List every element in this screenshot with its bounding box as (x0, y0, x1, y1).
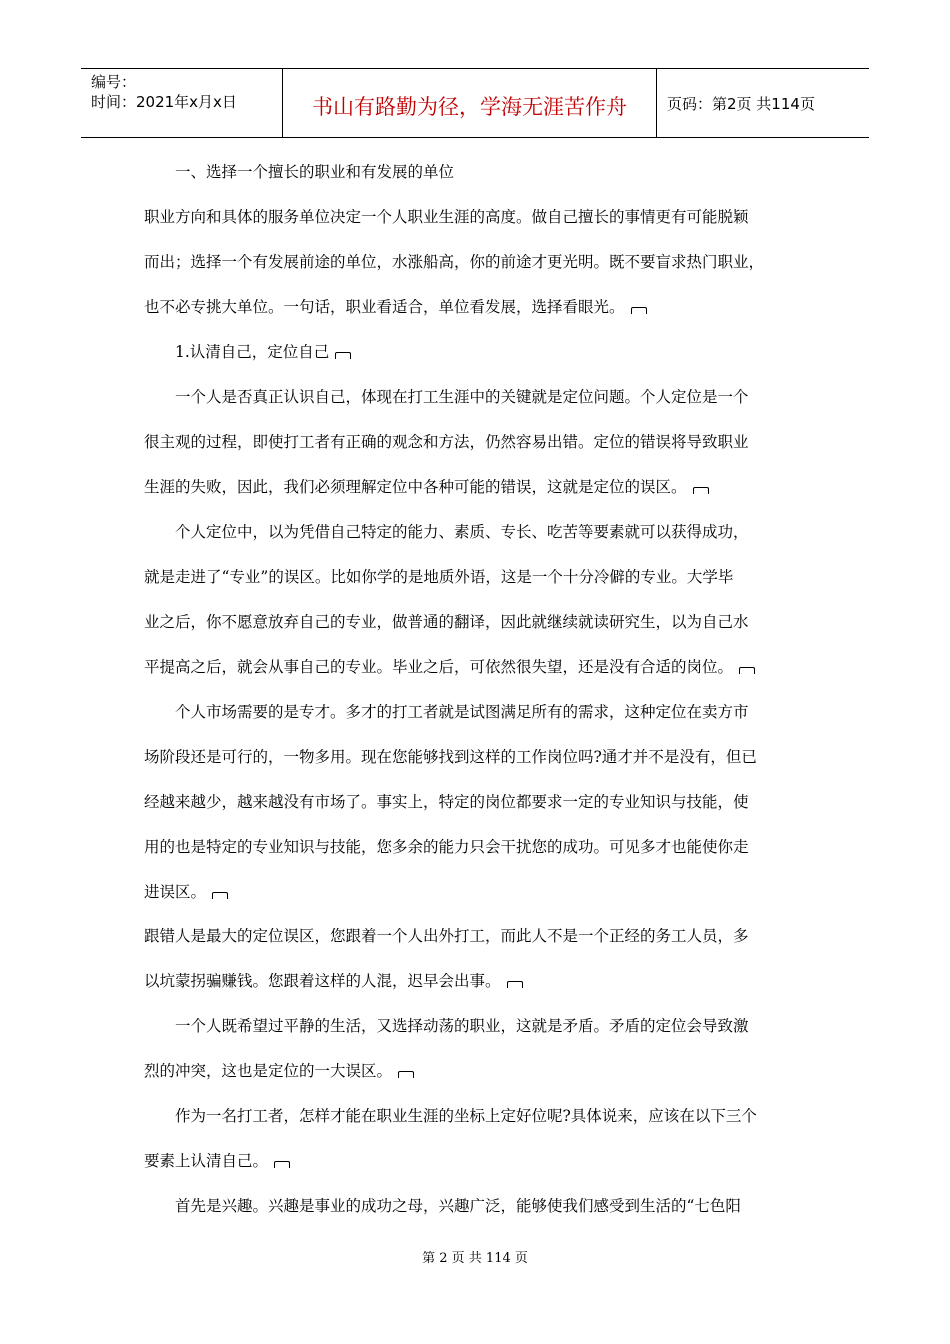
text-line: 用的也是特定的专业知识与技能，您多余的能力只会干扰您的成功。可见多才也能使你走 (144, 838, 749, 856)
motto: 书山有路勤为径，学海无涯苦作舟 (312, 95, 627, 119)
text-line: 以坑蒙拐骗赚钱。您跟着这样的人混，迟早会出事。 (144, 971, 814, 991)
subheading: 1.认清自己，定位自己 (175, 342, 845, 362)
text-line: 职业方向和具体的服务单位决定一个人职业生涯的高度。做自己擅长的事情更有可能脱颖 (144, 208, 749, 226)
text-line: 也不必专挑大单位。一句话，职业看适合，单位看发展，选择看眼光。 (144, 297, 814, 317)
header-right-cell (657, 69, 869, 137)
text-line: 进误区。 (144, 882, 814, 902)
text-line: 一个人是否真正认识自己，体现在打工生涯中的关键就是定位问题。个人定位是一个 (175, 388, 749, 406)
page-footer: 第 2 页 共 114 页 (422, 1251, 528, 1266)
header-table (81, 68, 869, 138)
text-line: 一个人既希望过平静的生活，又选择动荡的职业，这就是矛盾。矛盾的定位会导致激 (175, 1017, 749, 1035)
text-line: 要素上认清自己。 (144, 1151, 814, 1171)
text-line: 个人市场需要的是专才。多才的打工者就是试图满足所有的需求，这种定位在卖方市 (175, 703, 749, 721)
header-center-cell (283, 69, 657, 137)
section-heading: 一、选择一个擅长的职业和有发展的单位 (175, 163, 455, 181)
paragraph-mark-icon (739, 667, 755, 674)
paragraph-mark-icon (693, 487, 709, 494)
date-label: 时间：2021年x月x日 (91, 93, 237, 111)
text-line: 业之后，你不愿意放弃自己的专业，做普通的翻译，因此就继续就读研究生，以为自己水 (144, 613, 749, 631)
paragraph-mark-icon (212, 892, 228, 899)
text-line: 而出；选择一个有发展前途的单位，水涨船高，你的前途才更光明。既不要盲求热门职业， (144, 253, 765, 271)
text-line: 个人定位中，以为凭借自己特定的能力、素质、专长、吃苦等要素就可以获得成功， (175, 523, 749, 541)
paragraph-mark-icon (398, 1071, 414, 1078)
paragraph-mark-icon (274, 1161, 290, 1168)
text-line: 生涯的失败，因此，我们必须理解定位中各种可能的错误，这就是定位的误区。 (144, 477, 814, 497)
text-line: 跟错人是最大的定位误区，您跟着一个人出外打工，而此人不是一个正经的务工人员，多 (144, 927, 749, 945)
text-line: 就是走进了“专业”的误区。比如你学的是地质外语，这是一个十分冷僻的专业。大学毕 (144, 568, 734, 586)
text-line: 经越来越少，越来越没有市场了。事实上，特定的岗位都要求一定的专业知识与技能，使 (144, 793, 749, 811)
paragraph-mark-icon (335, 352, 351, 359)
paragraph-mark-icon (507, 981, 523, 988)
text-line: 烈的冲突，这也是定位的一大误区。 (144, 1061, 814, 1081)
text-line: 平提高之后，就会从事自己的专业。毕业之后，可依然很失望，还是没有合适的岗位。 (144, 657, 814, 677)
text-line: 作为一名打工者，怎样才能在职业生涯的坐标上定好位呢?具体说来，应该在以下三个 (175, 1107, 757, 1125)
header-left-cell (81, 69, 283, 137)
text-line: 场阶段还是可行的，一物多用。现在您能够找到这样的工作岗位吗?通才并不是没有，但已 (144, 748, 757, 766)
text-line: 首先是兴趣。兴趣是事业的成功之母，兴趣广泛，能够使我们感受到生活的“七色阳 (175, 1197, 741, 1215)
serial-label: 编号： (91, 73, 137, 91)
page-info: 页码：第2页 共114页 (667, 95, 815, 113)
paragraph-mark-icon (631, 307, 647, 314)
text-line: 很主观的过程，即使打工者有正确的观念和方法，仍然容易出错。定位的错误将导致职业 (144, 433, 749, 451)
